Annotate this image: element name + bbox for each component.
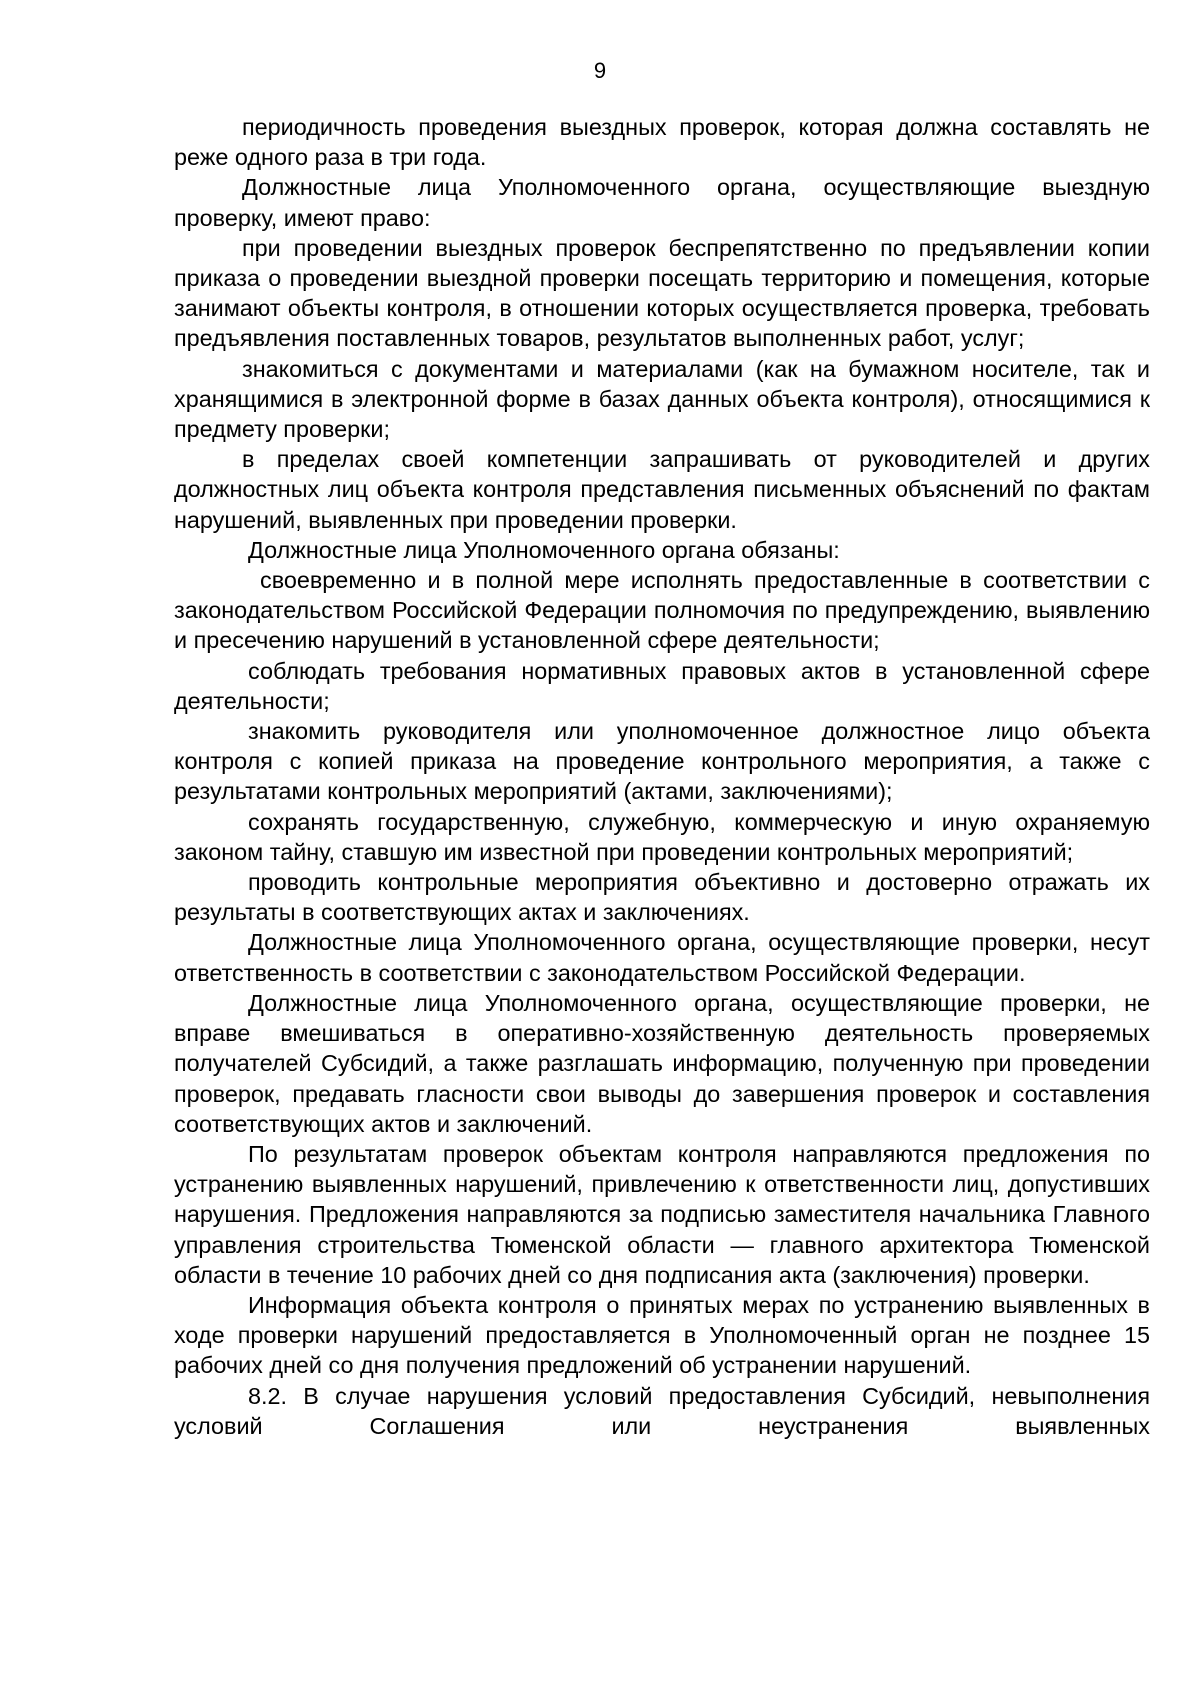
paragraph: По результатам проверок объектам контроля направляются предложения по устранению выявленных нарушений, привлечению к ответственности лиц, допустивших нарушения. Предложения направляются за подписью заместителя начальника Главного управления строительства Тюменской области — главного архитектора Тюменской области в течение 10 рабочих дней со дня подписания акта (заключения) проверки.: [174, 1140, 1150, 1288]
paragraph: проводить контрольные мероприятия объективно и достоверно отражать их результаты в соответствующих актах и заключениях.: [174, 869, 1150, 926]
paragraph: Должностные лица Уполномоченного органа, осуществляющие проверки, не вправе вмешиваться в оперативно-хозяйственную деятельность проверяемых получателей Субсидий, а также разглашать информацию, полученную при проведении проверок, предавать гласности свои выводы до завершения проверок и составления соответствующих актов и заключений.: [174, 989, 1150, 1137]
paragraph: своевременно и в полной мере исполнять предоставленные в соответствии с законодательством Российской Федерации полномочия по предупреждению, выявлению и пресечению нарушений в установленной сфере деятельности;: [174, 567, 1150, 654]
paragraph: Должностные лица Уполномоченного органа, осуществляющие проверки, несут ответственность в соответствии с законодательством Российской Федерации.: [174, 929, 1150, 986]
paragraph: соблюдать требования нормативных правовых актов в установленной сфере деятельности;: [174, 657, 1150, 714]
page-number: 9: [593, 58, 607, 83]
paragraph: 8.2. В случае нарушения условий предоставления Субсидий, невыполнения условий Соглашения или неустранения выявленных: [174, 1382, 1150, 1439]
paragraph: сохранять государственную, служебную, коммерческую и иную охраняемую законом тайну, ставшую им известной при проведении контрольных мероприятий;: [174, 808, 1150, 865]
paragraph: Должностные лица Уполномоченного органа, осуществляющие выездную проверку, имеют право:: [174, 174, 1150, 231]
paragraph: знакомиться с документами и материалами (как на бумажном носителе, так и хранящимися в электронной форме в базах данных объекта контроля), относящимися к предмету проверки;: [174, 355, 1150, 443]
document-body: [174, 112, 1150, 1441]
paragraph: в пределах своей компетенции запрашивать от руководителей и других должностных лиц объекта контроля представления письменных объяснений по фактам нарушений, выявленных при проведении проверки.: [174, 446, 1150, 533]
paragraph: знакомить руководителя или уполномоченное должностное лицо объекта контроля с копией приказа на проведение контрольного мероприятия, а также с результатами контрольных мероприятий (актами, заключениями);: [174, 718, 1150, 805]
paragraph: Информация объекта контроля о принятых мерах по устранению выявленных в ходе проверки нарушений предоставляется в Уполномоченный орган не позднее 15 рабочих дней со дня получения предложений об устранении нарушений.: [174, 1291, 1150, 1379]
paragraph: Должностные лица Уполномоченного органа обязаны:: [248, 536, 840, 563]
paragraph: при проведении выездных проверок беспрепятственно по предъявлении копии приказа о проведении выездной проверки посещать территорию и помещения, которые занимают объекты контроля, в отношении которых осуществляется проверка, требовать предъявления поставленных товаров, результатов выполненных работ, услуг;: [174, 234, 1150, 352]
paragraph: периодичность проведения выездных проверок, которая должна составлять не реже одного раза в три года.: [174, 114, 1150, 171]
